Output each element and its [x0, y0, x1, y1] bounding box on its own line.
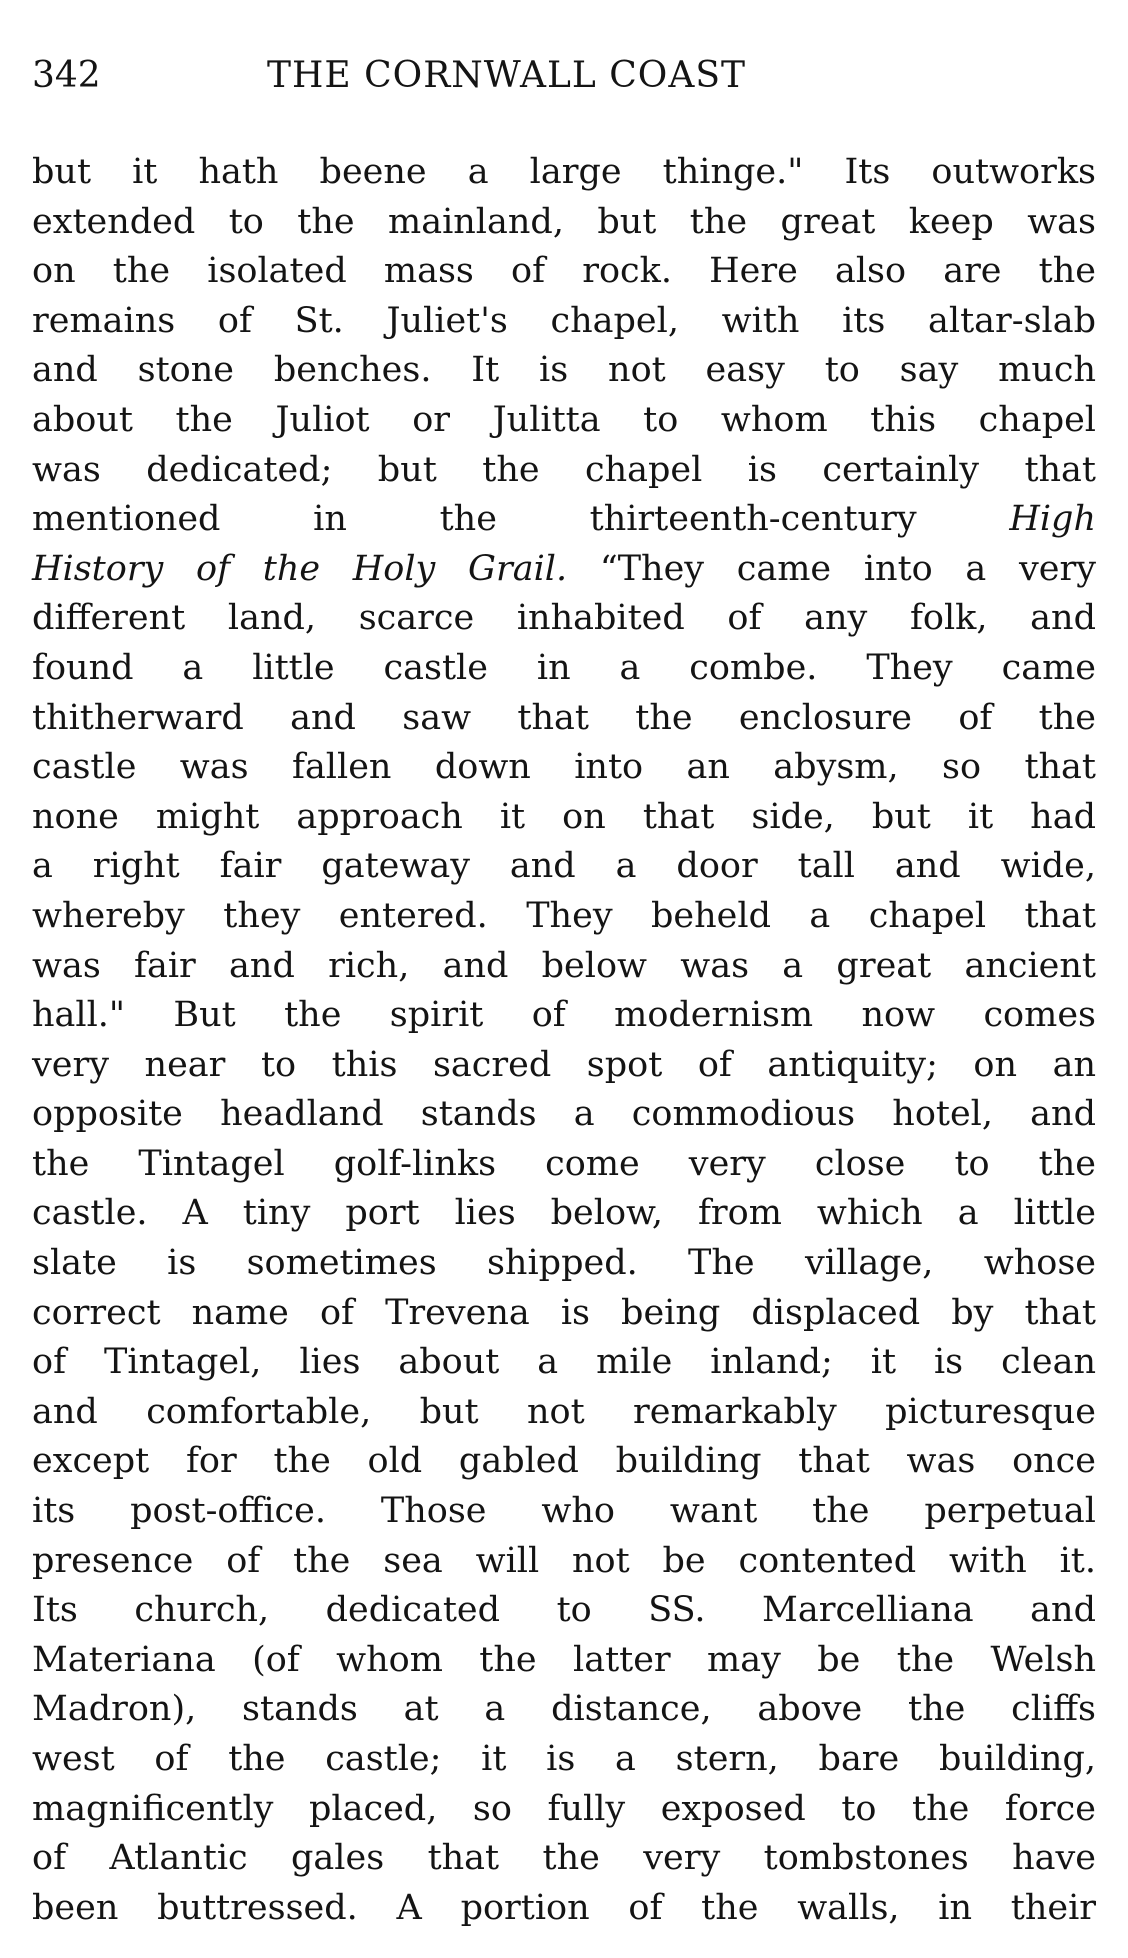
italic-book-title-start: High	[1009, 499, 1096, 540]
text-line: hall." But the spirit of modernism now comes	[32, 995, 1096, 1036]
text-line: presence of the sea will not be contented with it.	[32, 1540, 1096, 1581]
text-line: but it hath beene a large thinge." Its outworks	[32, 152, 1096, 192]
text-line: was dedicated; but the chapel is certainly that	[32, 449, 1096, 490]
book-page	[32, 0, 1096, 1958]
text-line: was fair and rich, and below was a great ancient	[32, 945, 1096, 986]
text-line: of Atlantic gales that the very tombstones have	[32, 1838, 1096, 1879]
italic-book-title-end: History of the Holy Grail.	[32, 548, 568, 589]
text-line: slate is sometimes shipped. The village, whose	[32, 1243, 1096, 1284]
text-line: of Tintagel, lies about a mile inland; it is clean	[32, 1342, 1096, 1383]
running-title: THE CORNWALL COAST	[267, 55, 746, 96]
text-line: and stone benches. It is not easy to say much	[32, 350, 1096, 391]
body-text	[32, 148, 1096, 1933]
text-line: been buttressed. A portion of the walls, in their	[32, 1887, 1096, 1928]
text-line: castle was fallen down into an abysm, so that	[32, 747, 1096, 788]
text-line: opposite headland stands a commodious hotel, and	[32, 1094, 1096, 1135]
text-line-part: “They came into a very	[599, 548, 1096, 589]
text-line: except for the old gabled building that was once	[32, 1441, 1096, 1482]
text-line: a right fair gateway and a door tall and wide,	[32, 846, 1096, 887]
text-line: west of the castle; it is a stern, bare building,	[32, 1739, 1096, 1779]
text-line-part: mentioned in the thirteenth-century	[32, 499, 917, 540]
text-line: none might approach it on that side, but it had	[32, 796, 1096, 837]
text-line: thitherward and saw that the enclosure of the	[32, 697, 1096, 738]
text-line: different land, scarce inhabited of any folk, and	[32, 598, 1096, 639]
text-line: remains of St. Juliet's chapel, with its altar-slab	[32, 300, 1096, 341]
text-line: castle. A tiny port lies below, from which a little	[32, 1193, 1096, 1234]
text-line: and comfortable, but not remarkably picturesque	[32, 1391, 1096, 1432]
text-line: the Tintagel golf-links come very close to the	[32, 1143, 1096, 1184]
text-line: on the isolated mass of rock. Here also are the	[32, 251, 1096, 292]
text-line: extended to the mainland, but the great keep was	[32, 201, 1096, 242]
text-line: Madron), stands at a distance, above the cliffs	[32, 1689, 1096, 1730]
text-line: magnificently placed, so fully exposed to the force	[32, 1788, 1096, 1829]
page-number: 342	[32, 55, 101, 96]
text-line: Its church, dedicated to SS. Marcelliana and	[32, 1590, 1096, 1631]
text-line-with-italic	[32, 495, 1096, 545]
text-line-with-italic	[32, 545, 1096, 595]
text-line: correct name of Trevena is being displaced by that	[32, 1292, 1096, 1333]
text-line: its post-office. Those who want the perpetual	[32, 1491, 1096, 1532]
text-line: found a little castle in a combe. They came	[32, 647, 1096, 688]
text-line: Materiana (of whom the latter may be the Welsh	[32, 1639, 1096, 1680]
running-head	[32, 52, 1096, 100]
text-line: whereby they entered. They beheld a chapel that	[32, 895, 1096, 936]
text-line: about the Juliot or Julitta to whom this chapel	[32, 399, 1096, 440]
text-line: very near to this sacred spot of antiquity; on an	[32, 1044, 1096, 1085]
